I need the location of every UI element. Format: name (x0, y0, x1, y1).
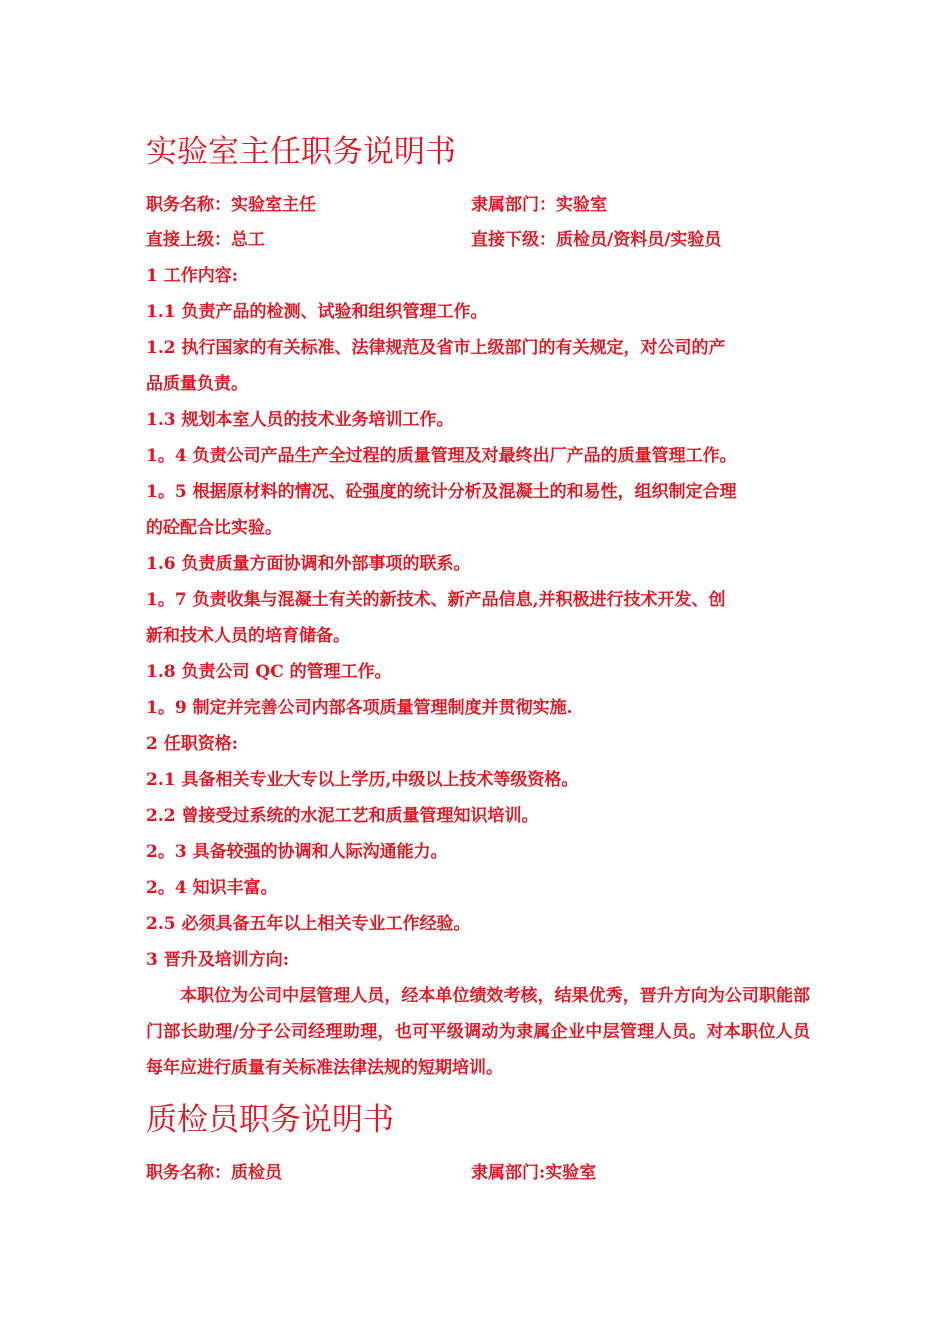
list-item-continuation: 新和技术人员的培育储备。 (146, 626, 350, 646)
department-field-2: 隶属部门:实验室 (471, 1163, 597, 1183)
section-heading-qualifications: 2 任职资格: (146, 734, 239, 754)
list-item: 1。7 负责收集与混凝土有关的新技术、新产品信息,并积极进行技术开发、创 (146, 590, 726, 610)
list-item: 2.1 具备相关专业大专以上学历,中级以上技术等级资格。 (146, 770, 579, 790)
job-name-field: 职务名称：实验室主任 (146, 195, 316, 215)
list-item: 1.2 执行国家的有关标准、法律规范及省市上级部门的有关规定，对公司的产 (146, 338, 726, 358)
superior-field: 直接上级：总工 (146, 230, 265, 250)
doc-body (146, 258, 810, 1086)
list-item-continuation: 的砼配合比实验。 (146, 518, 282, 538)
list-item: 1。5 根据原材料的情况、砼强度的统计分析及混凝土的和易性，组织制定合理 (146, 482, 737, 502)
list-item: 1.8 负责公司 QC 的管理工作。 (146, 662, 392, 682)
promotion-paragraph: 本职位为公司中层管理人员，经本单位绩效考核，结果优秀，晋升方向为公司职能部门部长助理/分子公司经理助理，也可平级调动为隶属企业中层管理人员。对本职位人员每年应进行质量有关标准法律法规的短期培训。 (146, 986, 810, 1078)
subordinates-field: 直接下级：质检员/资料员/实验员 (471, 230, 722, 250)
list-item: 2。4 知识丰富。 (146, 878, 278, 898)
job-name-field-2: 职务名称：质检员 (146, 1163, 282, 1183)
doc-title-quality-inspector: 质检员职务说明书 (146, 1102, 394, 1138)
list-item: 1.6 负责质量方面协调和外部事项的联系。 (146, 554, 471, 574)
department-field: 隶属部门：实验室 (471, 195, 607, 215)
list-item: 2.5 必须具备五年以上相关专业工作经验。 (146, 914, 471, 934)
list-item: 1。9 制定并完善公司内部各项质量管理制度并贯彻实施. (146, 698, 573, 718)
list-item: 2.2 曾接受过系统的水泥工艺和质量管理知识培训。 (146, 806, 539, 826)
list-item: 1.3 规划本室人员的技术业务培训工作。 (146, 410, 454, 430)
section-heading-work-content: 1 工作内容: (146, 266, 239, 286)
section-heading-promotion: 3 晋升及培训方向: (146, 950, 290, 970)
list-item: 1。4 负责公司产品生产全过程的质量管理及对最终出厂产品的质量管理工作。 (146, 446, 737, 466)
list-item-continuation: 品质量负责。 (146, 374, 248, 394)
doc-title-lab-director: 实验室主任职务说明书 (146, 134, 456, 170)
list-item: 1.1 负责产品的检测、试验和组织管理工作。 (146, 302, 488, 322)
list-item: 2。3 具备较强的协调和人际沟通能力。 (146, 842, 448, 862)
